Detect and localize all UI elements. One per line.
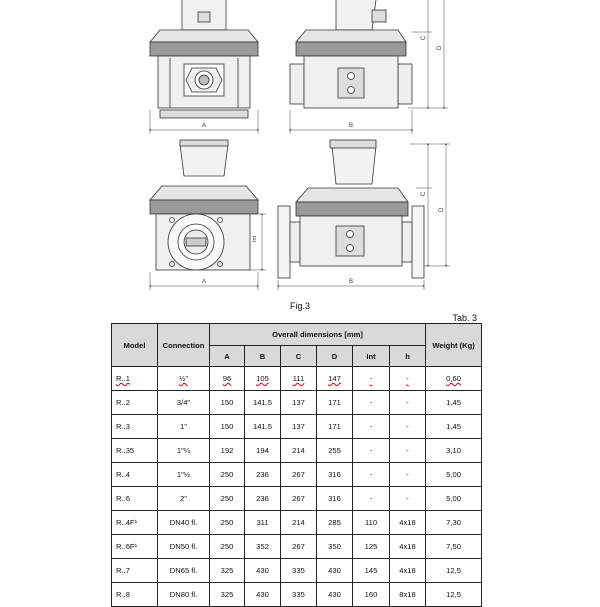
cell-a: 250 bbox=[210, 511, 245, 535]
header-model: Model bbox=[112, 324, 158, 367]
cell-c: 267 bbox=[281, 463, 317, 487]
cell-d: 171 bbox=[317, 391, 353, 415]
cell-int: - bbox=[353, 391, 390, 415]
cell-connection: 1"½ bbox=[158, 463, 210, 487]
cell-d: 171 bbox=[317, 415, 353, 439]
cell-weight: 7,50 bbox=[426, 535, 482, 559]
header-weight: Weight (Kg) bbox=[426, 324, 482, 367]
cell-d: 316 bbox=[317, 463, 353, 487]
table-label: Tab. 3 bbox=[452, 313, 477, 323]
dim-label-int: Int bbox=[252, 235, 258, 242]
cell-model: R..4 bbox=[112, 463, 158, 487]
table-row bbox=[112, 415, 482, 439]
cell-c: 267 bbox=[281, 535, 317, 559]
cell-weight: 12,5 bbox=[426, 559, 482, 583]
cell-b: 236 bbox=[245, 463, 281, 487]
cell-c: 335 bbox=[281, 583, 317, 607]
cell-b: 352 bbox=[245, 535, 281, 559]
cell-connection: DN50 fl. bbox=[158, 535, 210, 559]
header-connection: Connection bbox=[158, 324, 210, 367]
cell-int: - bbox=[353, 463, 390, 487]
cell-d: 285 bbox=[317, 511, 353, 535]
cell-b: 141.5 bbox=[245, 391, 281, 415]
header-int: Int bbox=[353, 346, 390, 367]
cell-a: 325 bbox=[210, 583, 245, 607]
cell-a: 96 bbox=[210, 367, 245, 391]
cell-weight: 1,45 bbox=[426, 391, 482, 415]
side-view-flanged bbox=[278, 140, 424, 278]
cell-d: 255 bbox=[317, 439, 353, 463]
cell-int: - bbox=[353, 487, 390, 511]
cell-d: 430 bbox=[317, 559, 353, 583]
dim-label-c-top: C bbox=[421, 35, 427, 40]
cell-h: 4x18 bbox=[390, 511, 426, 535]
cell-connection: 1" bbox=[158, 415, 210, 439]
cell-int: 160 bbox=[353, 583, 390, 607]
dim-label-b-bottom: B bbox=[348, 279, 354, 285]
cell-a: 150 bbox=[210, 391, 245, 415]
cell-b: 311 bbox=[245, 511, 281, 535]
cell-int: 110 bbox=[353, 511, 390, 535]
table-row bbox=[112, 535, 482, 559]
header-b: B bbox=[245, 346, 281, 367]
cell-int: - bbox=[353, 415, 390, 439]
cell-b: 430 bbox=[245, 583, 281, 607]
dim-label-b-top: B bbox=[348, 123, 354, 129]
front-view-threaded bbox=[150, 0, 258, 118]
cell-int: - bbox=[353, 439, 390, 463]
cell-h: - bbox=[390, 463, 426, 487]
cell-connection: 1"¼ bbox=[158, 439, 210, 463]
cell-connection: 3/4" bbox=[158, 391, 210, 415]
cell-a: 250 bbox=[210, 535, 245, 559]
header-c: C bbox=[281, 346, 317, 367]
cell-h: 4x18 bbox=[390, 559, 426, 583]
table-row bbox=[112, 439, 482, 463]
cell-c: 214 bbox=[281, 511, 317, 535]
cell-a: 250 bbox=[210, 463, 245, 487]
cell-d: 316 bbox=[317, 487, 353, 511]
table-row bbox=[112, 583, 482, 607]
table-row bbox=[112, 391, 482, 415]
cell-b: 430 bbox=[245, 559, 281, 583]
cell-d: 430 bbox=[317, 583, 353, 607]
cell-b: 194 bbox=[245, 439, 281, 463]
cell-model: R..6 bbox=[112, 487, 158, 511]
cell-a: 150 bbox=[210, 415, 245, 439]
cell-weight: 3,10 bbox=[426, 439, 482, 463]
cell-weight: 12,5 bbox=[426, 583, 482, 607]
header-d: D bbox=[317, 346, 353, 367]
header-a: A bbox=[210, 346, 245, 367]
dim-label-a-bottom: A bbox=[201, 279, 207, 285]
table-row bbox=[112, 487, 482, 511]
cell-model: R..8 bbox=[112, 583, 158, 607]
table-row bbox=[112, 367, 482, 391]
table-row bbox=[112, 559, 482, 583]
cell-c: 267 bbox=[281, 487, 317, 511]
dim-label-c-bottom: C bbox=[421, 191, 427, 196]
cell-h: 8x18 bbox=[390, 583, 426, 607]
cell-d: 350 bbox=[317, 535, 353, 559]
cell-weight: 0,60 bbox=[426, 367, 482, 391]
cell-weight: 5,00 bbox=[426, 487, 482, 511]
cell-d: 147 bbox=[317, 367, 353, 391]
dimensions-table bbox=[111, 323, 482, 607]
cell-connection: 2" bbox=[158, 487, 210, 511]
cell-connection: DN40 fl. bbox=[158, 511, 210, 535]
cell-h: - bbox=[390, 439, 426, 463]
header-h: h bbox=[390, 346, 426, 367]
cell-h: - bbox=[390, 487, 426, 511]
cell-weight: 7,30 bbox=[426, 511, 482, 535]
cell-connection: DN65 fl. bbox=[158, 559, 210, 583]
cell-connection: ½" bbox=[158, 367, 210, 391]
cell-c: 137 bbox=[281, 391, 317, 415]
side-view-threaded bbox=[290, 0, 412, 108]
cell-weight: 1,45 bbox=[426, 415, 482, 439]
cell-a: 192 bbox=[210, 439, 245, 463]
table-row bbox=[112, 511, 482, 535]
cell-h: 4x18 bbox=[390, 535, 426, 559]
cell-c: 214 bbox=[281, 439, 317, 463]
cell-b: 236 bbox=[245, 487, 281, 511]
cell-b: 105 bbox=[245, 367, 281, 391]
cell-model: R..1 bbox=[112, 367, 158, 391]
cell-h: - bbox=[390, 415, 426, 439]
dim-label-d-bottom: D bbox=[439, 207, 445, 212]
cell-model: R..2 bbox=[112, 391, 158, 415]
front-view-flanged bbox=[150, 140, 258, 270]
table-row bbox=[112, 463, 482, 487]
cell-a: 325 bbox=[210, 559, 245, 583]
dim-label-a-top: A bbox=[201, 123, 207, 129]
cell-model: R..35 bbox=[112, 439, 158, 463]
cell-int: 145 bbox=[353, 559, 390, 583]
table-body bbox=[112, 367, 482, 607]
header-overall-dimensions: Overall dimensions [mm] bbox=[210, 324, 426, 346]
figure-caption: Fig.3 bbox=[289, 301, 310, 311]
cell-model: R..6F¹ bbox=[112, 535, 158, 559]
cell-int: 125 bbox=[353, 535, 390, 559]
cell-model: R..3 bbox=[112, 415, 158, 439]
technical-drawings bbox=[0, 0, 600, 300]
cell-model: R..4F¹ bbox=[112, 511, 158, 535]
cell-weight: 5,00 bbox=[426, 463, 482, 487]
cell-h: - bbox=[390, 367, 426, 391]
cell-connection: DN80 fl. bbox=[158, 583, 210, 607]
cell-h: - bbox=[390, 391, 426, 415]
dim-label-d-top: D bbox=[437, 45, 443, 50]
cell-c: 335 bbox=[281, 559, 317, 583]
cell-c: 137 bbox=[281, 415, 317, 439]
cell-model: R..7 bbox=[112, 559, 158, 583]
cell-a: 250 bbox=[210, 487, 245, 511]
cell-b: 141.5 bbox=[245, 415, 281, 439]
cell-c: 111 bbox=[281, 367, 317, 391]
cell-int: - bbox=[353, 367, 390, 391]
